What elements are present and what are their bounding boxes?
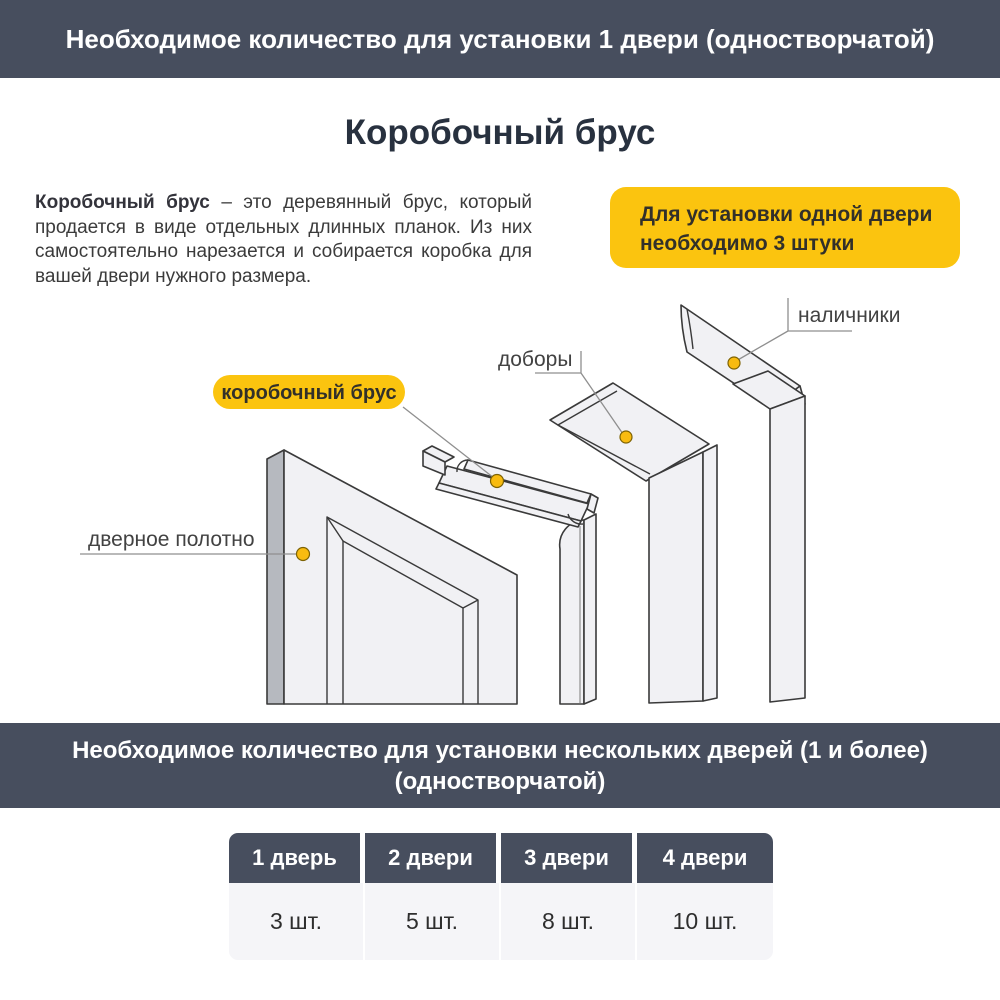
quantity-badge-line1: Для установки одной двери [640, 203, 933, 226]
architraves-marker-dot-icon [728, 357, 740, 369]
architrave-post-front [770, 396, 805, 702]
door-leaf-marker-dot-icon [297, 548, 310, 561]
extension-post [649, 445, 717, 703]
door-leaf-label: дверное полотно [88, 528, 255, 551]
frame-bar-piece [423, 446, 598, 527]
extensions-marker-dot-icon [620, 431, 632, 443]
description-paragraph [35, 191, 532, 289]
table-header-cell: 1 дверь [229, 833, 365, 883]
quantity-badge-line2: необходимо 3 штуки [640, 232, 855, 255]
table-value-cell: 5 шт. [365, 883, 501, 960]
frame-bar-marker-dot-icon [491, 475, 504, 488]
frame-bar-post-side [584, 514, 596, 704]
banner-bottom [0, 723, 1000, 808]
quantity-table [229, 833, 773, 960]
door-leaf-edge [267, 450, 284, 704]
banner-top-text: Необходимое количество для установки 1 двери (одностворчатой) [65, 23, 935, 54]
banner-bottom-line2: (одностворчатой) [394, 767, 606, 795]
frame-bar-post [560, 514, 596, 704]
banner-bottom-line1: Необходимое количество для установки нескольких дверей (1 и более) [72, 736, 928, 764]
extension-post-front [649, 452, 703, 703]
table-header-cell: 4 двери [637, 833, 773, 883]
quantity-badge [610, 187, 960, 268]
frame-bar-label: коробочный брус [221, 382, 397, 404]
description-text: – это деревянный брус, который продается в виде отдельных длинных планок. Из них самостоятельно нарезается и собирается коробка для вашей двери нужного размера. [35, 192, 533, 287]
table-column [365, 833, 501, 960]
table-header-cell: 3 двери [501, 833, 637, 883]
architrave-post [733, 371, 805, 702]
banner-top [0, 0, 1000, 78]
table-header-cell: 2 двери [365, 833, 501, 883]
table-column [229, 833, 365, 960]
table-value-cell: 3 шт. [229, 883, 365, 960]
table-value-cell: 10 шт. [637, 883, 773, 960]
extension-post-side [703, 445, 717, 701]
extensions-label: доборы [498, 348, 573, 371]
door-parts-diagram [0, 282, 1000, 717]
table-value-cell: 8 шт. [501, 883, 637, 960]
page-title: Коробочный брус [344, 113, 656, 152]
table-column [637, 833, 773, 960]
description-lead: Коробочный брус [35, 192, 210, 213]
architraves-label: наличники [798, 304, 901, 327]
table-column [501, 833, 637, 960]
